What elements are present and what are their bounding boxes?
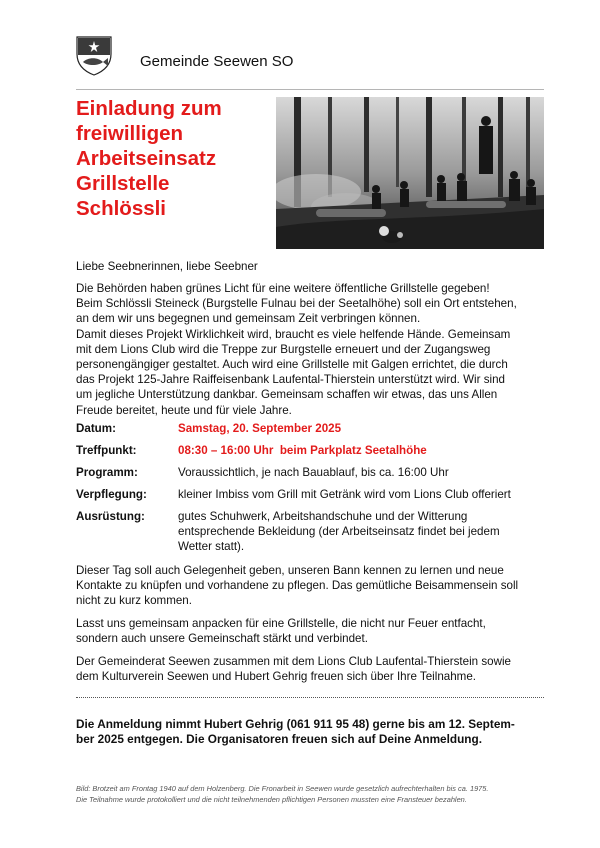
detail-value: Samstag, 20. September 2025 (178, 422, 342, 435)
photo-caption (76, 783, 556, 805)
detail-label: Ausrüstung: (76, 510, 145, 523)
title-line: Grillstelle (76, 172, 170, 195)
intro-line: Freude bereitet, heute und für viele Jahre. (76, 403, 292, 417)
intro-line: Damit dieses Projekt Wirklichkeit wird, braucht es viele helfende Hände. Gemeinsam (76, 327, 511, 341)
intro-line: um jegliche Unterstützung dankbar. Gemeinsam schaffen wir etwas, das uns Allen (76, 388, 498, 402)
title-line: Schlössli (76, 197, 167, 220)
intro-line: mit dem Lions Club wird die Treppe zur Burgstelle erneuert und der Zugangsweg (76, 342, 491, 356)
paragraph-gathering (76, 563, 556, 609)
intro-line: Beim Schlössli Steineck (Burgstelle Fulnau bei der Seetalhöhe) soll ein Ort entstehen, (76, 297, 517, 311)
detail-value: Voraussichtlich, je nach Bauablauf, bis ca. 16:00 Uhr (178, 466, 449, 479)
paragraph-line: sondern auch unsere Gemeinschaft stärkt und verbindet. (76, 632, 368, 646)
title-line: freiwilligen (76, 122, 184, 145)
paragraph-line: Der Gemeinderat Seewen zusammen mit dem Lions Club Laufental-Thierstein sowie (76, 655, 511, 668)
registration-notice (76, 717, 556, 747)
dotted-divider (76, 697, 544, 698)
paragraph-line: nicht zu kurz kommen. (76, 594, 192, 608)
detail-label: Programm: (76, 466, 138, 479)
municipal-crest-icon (76, 36, 112, 76)
paragraph-line: dem Kulturverein Seewen und Hubert Gehrig freuen sich über Ihre Teilnahme. (76, 670, 476, 684)
intro-paragraph (76, 281, 551, 418)
municipality-name: Gemeinde Seewen SO (140, 53, 294, 70)
detail-label: Treffpunkt: (76, 444, 137, 457)
registration-line: ber 2025 entgegen. Die Organisatoren freuen sich auf Deine Anmeldung. (76, 732, 482, 747)
intro-line: das Projekt 125-Jahre Raiffeisenbank Laufental-Thierstein unterstützt wird. Wir sind (76, 373, 505, 387)
paragraph-line: Kontakte zu knüpfen und vorhandene zu pflegen. Das gemütliche Beisammensein soll (76, 579, 519, 593)
detail-row-equipment (76, 509, 556, 557)
caption-line: Bild: Brotzeit am Frontag 1940 auf dem Holzenberg. Die Fronarbeit in Seewen wurde gesetzlich aufrechterhalten bis ca. 1975. (76, 784, 489, 793)
paragraph-call-to-action (76, 616, 556, 646)
detail-value: kleiner Imbiss vom Grill mit Getränk wird vom Lions Club offeriert (178, 488, 511, 501)
intro-line: an dem wir uns begegnen und gemeinsam Zeit verbringen können. (76, 312, 421, 326)
caption-line: Die Teilnahme wurde protokolliert und die nicht teilnehmenden pflichtigen Personen mussten eine Fransteuer bezahlen. (76, 795, 467, 804)
paragraph-line: Dieser Tag soll auch Gelegenheit geben, unseren Bann kennen zu lernen und neue (76, 564, 504, 577)
paragraph-organizers (76, 654, 556, 684)
detail-value: gutes Schuhwerk, Arbeitshandschuhe und der Witterung entsprechende Bekleidung (der Arbeitseinsatz findet bei jedem Wetter statt). (178, 510, 500, 554)
detail-row-food (76, 487, 556, 503)
header-divider (76, 89, 544, 90)
title-line: Arbeitseinsatz (76, 147, 217, 170)
detail-row-date (76, 421, 556, 437)
historical-photo (276, 97, 544, 249)
detail-row-meeting (76, 443, 556, 459)
salutation: Liebe Seebnerinnen, liebe Seebner (76, 260, 258, 273)
registration-line: Die Anmeldung nimmt Hubert Gehrig (061 911 95 48) gerne bis am 12. Septem- (76, 717, 515, 731)
detail-label: Verpflegung: (76, 488, 147, 501)
intro-line: Die Behörden haben grünes Licht für eine weitere öffentliche Grillstelle gegeben! (76, 282, 490, 295)
paragraph-line: Lasst uns gemeinsam anpacken für eine Grillstelle, die nicht nur Feuer entfacht, (76, 617, 486, 630)
intro-line: personengängiger gestaltet. Auch wird eine Grillstelle mit Galgen errichtet, die durch (76, 358, 508, 372)
detail-row-program (76, 465, 556, 481)
title-line: Einladung zum (76, 97, 222, 120)
detail-label: Datum: (76, 422, 116, 435)
detail-value: 08:30 – 16:00 Uhr beim Parkplatz Seetalhöhe (178, 444, 427, 457)
page-title (76, 96, 276, 221)
